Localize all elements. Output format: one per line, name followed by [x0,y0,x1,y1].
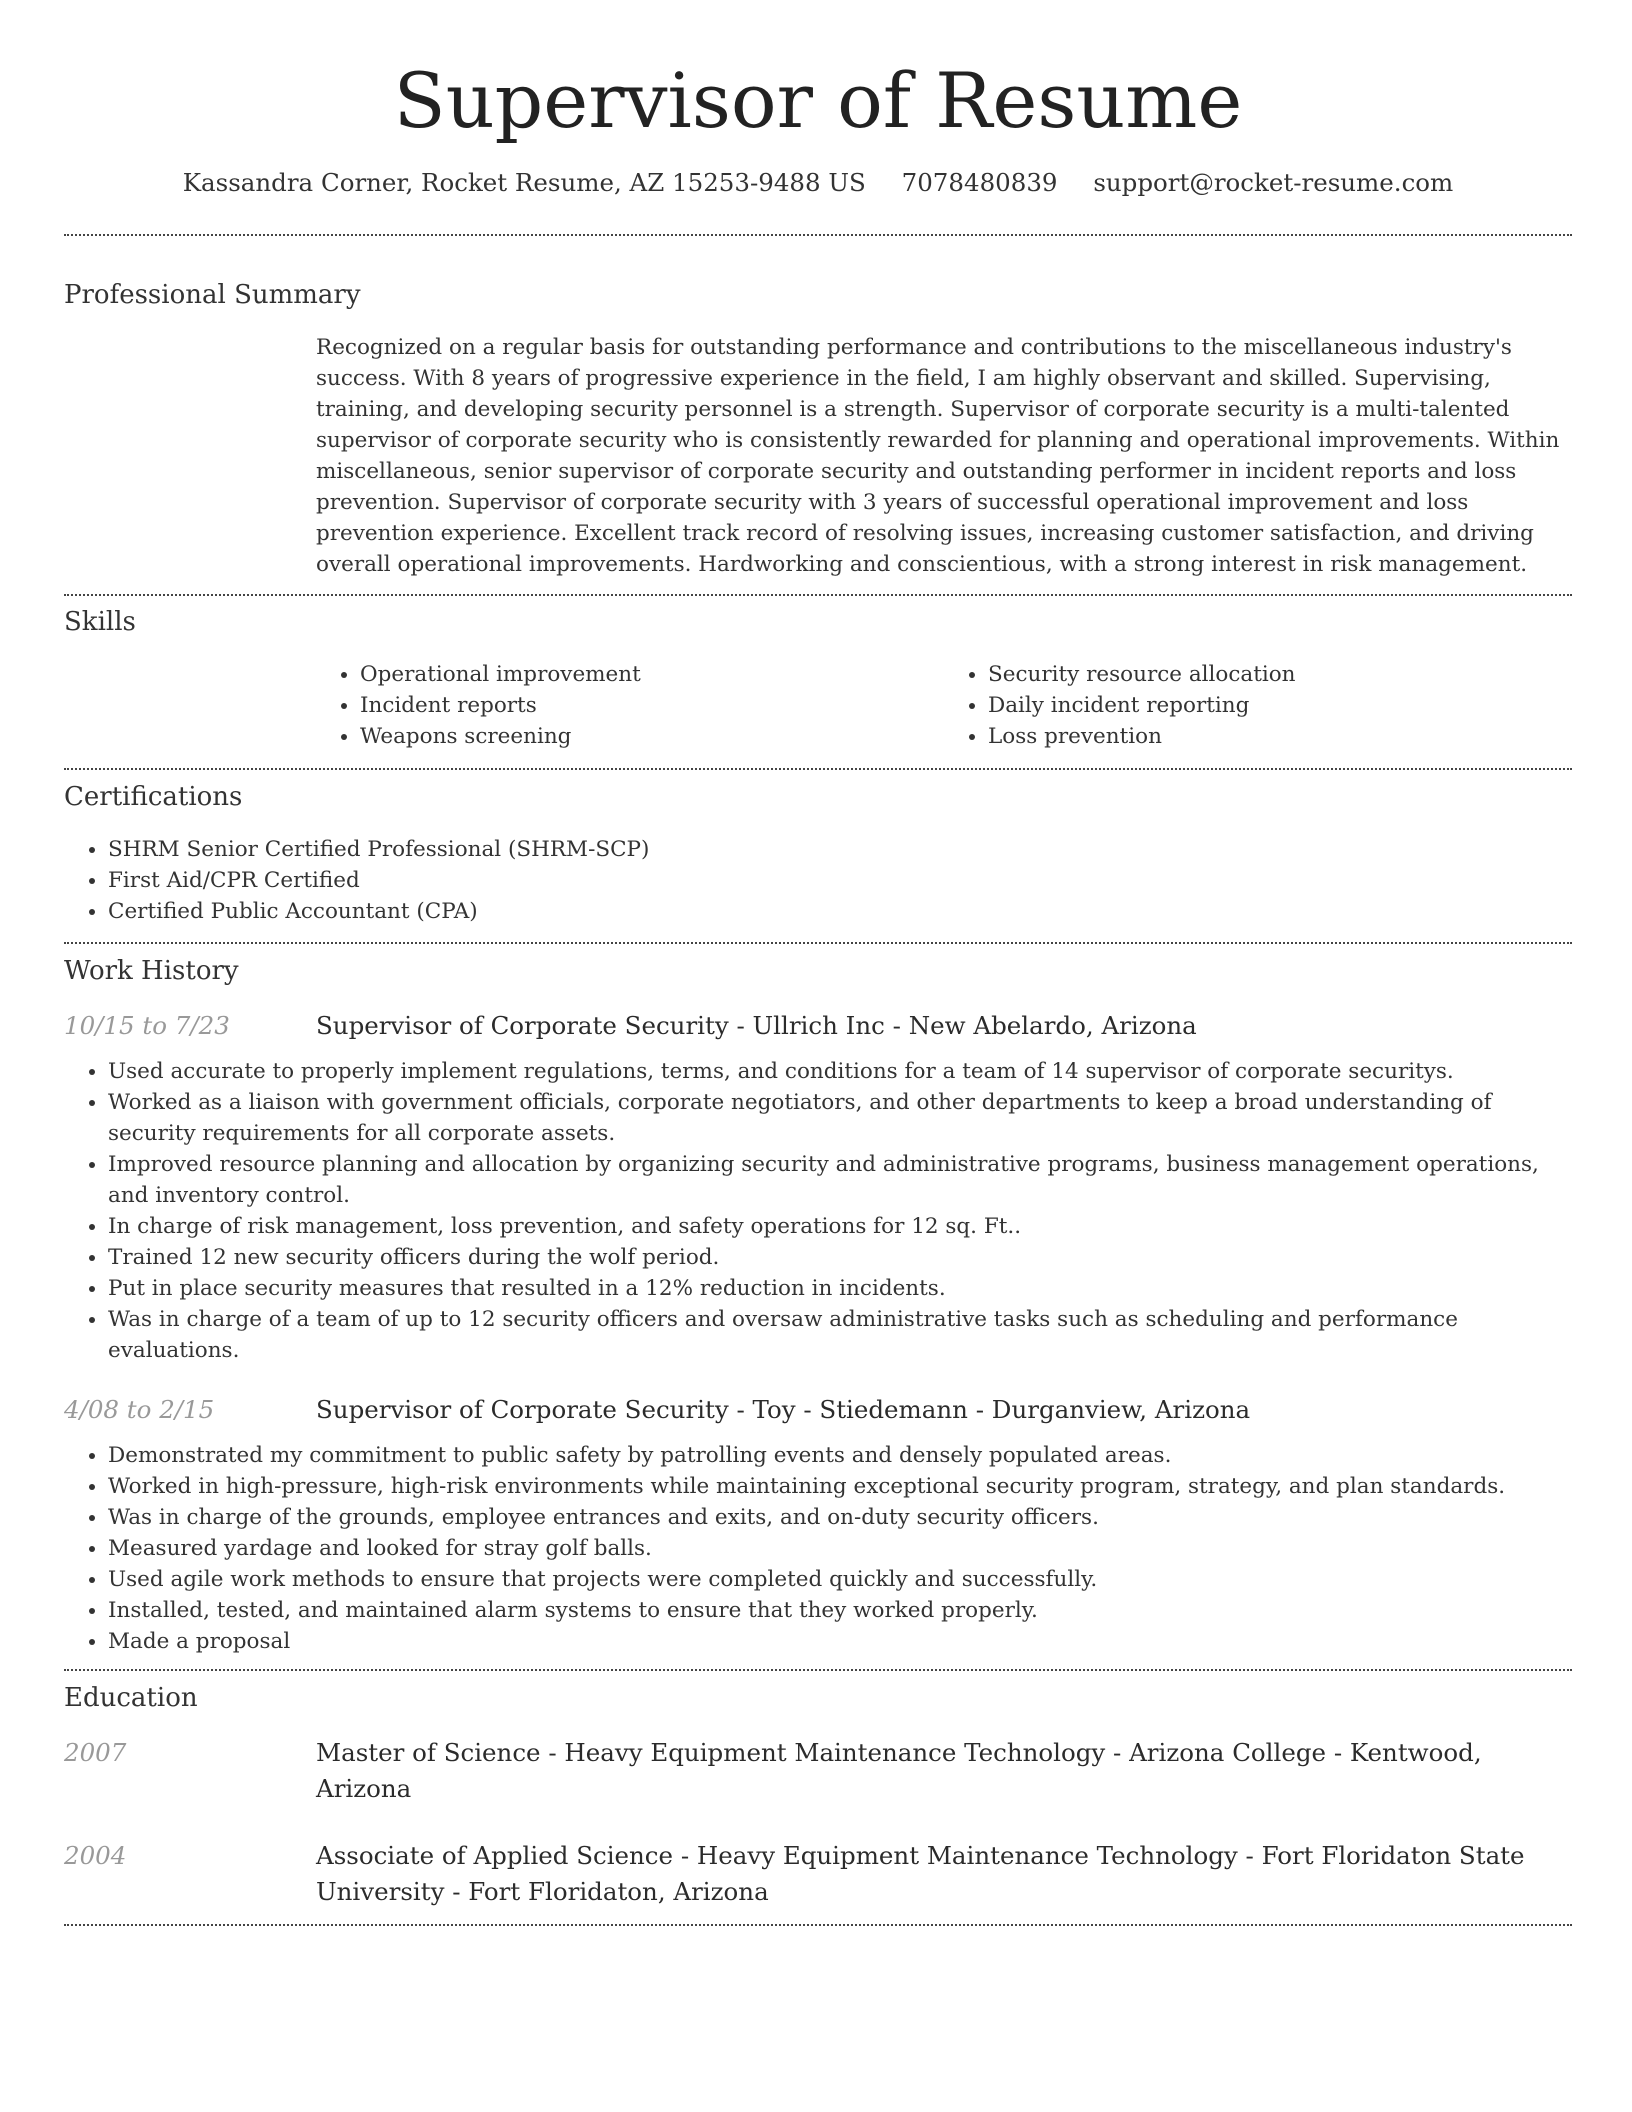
section-heading-skills: Skills [64,607,136,637]
job-title: Supervisor of Corporate Security - Toy - Stiedemann - Durganview, Arizona [316,1395,1251,1424]
job-bullet: • Demonstrated my commitment to public safety by patrolling events and densely populated areas. [108,1440,1572,1471]
divider [64,594,1572,596]
skill-item: • Daily incident reporting [988,690,1572,721]
summary-section [64,278,1572,580]
certifications-list [64,834,1572,927]
education-degree: Associate of Applied Science - Heavy Equipment Maintenance Technology - Fort Floridaton State University - Fort Floridaton, Arizona [316,1841,1525,1906]
education-section [64,1681,1572,1910]
work-section [64,954,1572,1657]
job-bullet: • Put in place security measures that resulted in a 12% reduction in incidents. [108,1273,1572,1304]
skill-item: • Loss prevention [988,721,1572,752]
divider [64,942,1572,944]
contact-line [64,168,1572,198]
job-bullet: • Worked in high-pressure, high-risk environments while maintaining exceptional security program, strategy, and plan standards. [108,1471,1572,1502]
skill-item: • Incident reports [360,690,944,721]
education-degree: Master of Science - Heavy Equipment Maintenance Technology - Arizona College - Kentwood, Arizona [316,1738,1482,1803]
job-bullet: • Trained 12 new security officers during the wolf period. [108,1242,1572,1273]
job-bullet: • Used agile work methods to ensure that projects were completed quickly and successfully. [108,1564,1572,1595]
certifications-section [64,780,1572,927]
skills-list-left [316,659,944,752]
job-bullet: • Used accurate to properly implement regulations, terms, and conditions for a team of 14 supervisor of corporate securitys. [108,1056,1572,1087]
certification-item: • SHRM Senior Certified Professional (SHRM-SCP) [108,834,1572,865]
education-year: 2007 [64,1738,127,1767]
job-bullet: • Improved resource planning and allocation by organizing security and administrative programs, business management operations, and inventory control. [108,1149,1572,1211]
skill-item: • Operational improvement [360,659,944,690]
section-heading-work: Work History [64,956,239,986]
contact-phone: 7078480839 [901,168,1058,197]
job-bullet: • Measured yardage and looked for stray golf balls. [108,1533,1572,1564]
section-heading-summary: Professional Summary [64,280,361,310]
job-dates: 4/08 to 2/15 [64,1395,215,1424]
job-bullet: • Worked as a liaison with government officials, corporate negotiators, and other departments to keep a broad understanding of security requirements for all corporate assets. [108,1087,1572,1149]
job-bullet: • In charge of risk management, loss prevention, and safety operations for 12 sq. Ft.. [108,1211,1572,1242]
skill-item: • Security resource allocation [988,659,1572,690]
job-entry [64,1008,1572,1366]
skills-section [64,605,1572,752]
divider [64,768,1572,770]
skill-item: • Weapons screening [360,721,944,752]
contact-address: Kassandra Corner, Rocket Resume, AZ 15253-9488 US [182,168,866,197]
education-entry [64,1838,1572,1910]
job-bullet: • Installed, tested, and maintained alarm systems to ensure that they worked properly. [108,1595,1572,1626]
summary-text: Recognized on a regular basis for outstanding performance and contributions to the miscellaneous industry's success. With 8 years of progressive experience in the field, I am highly observant and skilled. Supervising, training, and developing security personnel is a strength. Supervisor of corporate security is a multi-talented supervisor of corporate security who is consistently rewarded for planning and operational improvements. Within miscellaneous, senior supervisor of corporate security and outstanding performer in incident reports and loss prevention. Supervisor of corporate security with 3 years of successful operational improvement and loss prevention experience. Excellent track record of resolving issues, increasing customer satisfaction, and driving overall operational improvements. Hardworking and conscientious, with a strong interest in risk management. [316,335,1560,577]
job-bullet: • Was in charge of the grounds, employee entrances and exits, and on-duty security officers. [108,1502,1572,1533]
divider [64,1669,1572,1671]
education-year: 2004 [64,1841,127,1870]
section-heading-education: Education [64,1683,198,1713]
section-heading-certifications: Certifications [64,782,243,812]
certification-item: • First Aid/CPR Certified [108,865,1572,896]
skills-list-right [944,659,1572,752]
job-dates: 10/15 to 7/23 [64,1011,230,1040]
divider [64,1924,1572,1926]
resume-page [64,0,1572,1926]
certification-item: • Certified Public Accountant (CPA) [108,896,1572,927]
job-title: Supervisor of Corporate Security - Ullrich Inc - New Abelardo, Arizona [316,1011,1197,1040]
job-bullets [64,1056,1572,1366]
divider [64,234,1572,236]
job-bullets [64,1440,1572,1657]
job-entry [64,1392,1572,1657]
job-bullet: • Made a proposal [108,1626,1572,1657]
contact-email[interactable]: support@rocket-resume.com [1093,168,1454,197]
education-entry [64,1735,1572,1807]
skills-columns [316,659,1572,752]
job-bullet: • Was in charge of a team of up to 12 security officers and oversaw administrative tasks such as scheduling and performance evaluations. [108,1304,1572,1366]
resume-title: Supervisor of Resume [393,56,1243,145]
